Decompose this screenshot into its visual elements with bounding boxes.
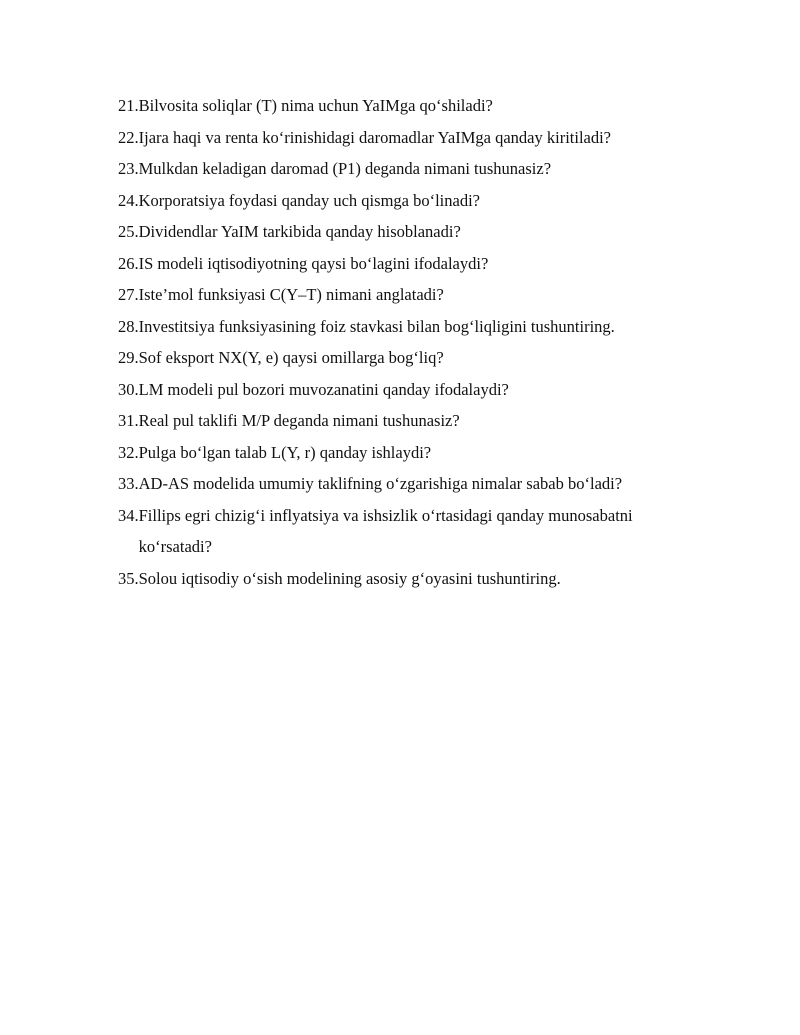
question-text: Ijara haqi va renta ko‘rinishidagi daromadlar YaIMga qanday kiritiladi? xyxy=(138,127,612,147)
question-item xyxy=(118,374,708,406)
question-text: Pulga bo‘lgan talab L(Y, r) qanday ishlaydi? xyxy=(138,442,432,462)
question-number: 29. xyxy=(118,348,139,367)
question-item xyxy=(118,405,708,437)
question-number: 31. xyxy=(118,411,139,430)
question-text: AD-AS modelida umumiy taklifning o‘zgarishiga nimalar sabab bo‘ladi? xyxy=(138,474,623,493)
question-item xyxy=(118,500,708,563)
question-text: Dividendlar YaIM tarkibida qanday hisoblanadi? xyxy=(138,222,461,241)
question-item xyxy=(118,185,708,217)
question-item xyxy=(118,122,708,154)
question-number: 23. xyxy=(118,159,139,178)
question-number: 34. xyxy=(118,505,139,525)
question-text: Mulkdan keladigan daromad (P1) deganda nimani tushunasiz? xyxy=(138,159,552,178)
question-text: LM modeli pul bozori muvozanatini qanday ifodalaydi? xyxy=(138,379,509,399)
question-text: IS modeli iqtisodiyotning qaysi bo‘lagini ifodalaydi? xyxy=(138,253,489,273)
question-text: Fillips egri chizig‘i inflyatsiya va ishsizlik o‘rtasidagi qanday munosabatni ko‘rsatadi? xyxy=(138,505,633,556)
question-item xyxy=(118,311,708,343)
question-item xyxy=(118,563,708,595)
question-number: 24. xyxy=(118,190,139,210)
question-text: Bilvosita soliqlar (T) nima uchun YaIMga qo‘shiladi? xyxy=(138,96,493,115)
question-text: Korporatsiya foydasi qanday uch qismga bo‘linadi? xyxy=(138,190,480,210)
question-item xyxy=(118,437,708,469)
question-number: 32. xyxy=(118,442,139,462)
question-text: Iste’mol funksiyasi C(Y–T) nimani anglatadi? xyxy=(138,285,444,304)
question-item xyxy=(118,216,708,248)
question-text: Solou iqtisodiy o‘sish modelining asosiy g‘oyasini tushuntiring. xyxy=(138,568,561,588)
question-number: 28. xyxy=(118,316,139,336)
question-item xyxy=(118,153,708,185)
question-text: Real pul taklifi M/P deganda nimani tushunasiz? xyxy=(138,411,460,430)
question-number: 30. xyxy=(118,379,139,399)
question-number: 33. xyxy=(118,474,139,493)
question-item xyxy=(118,468,708,500)
question-item xyxy=(118,90,708,122)
question-number: 26. xyxy=(118,253,139,273)
question-number: 22. xyxy=(118,127,139,147)
question-number: 35. xyxy=(118,568,139,588)
question-text: Investitsiya funksiyasining foiz stavkasi bilan bog‘liqligini tushuntiring. xyxy=(138,316,615,336)
question-text: Sof eksport NX(Y, e) qaysi omillarga bog‘liq? xyxy=(138,348,444,367)
question-number: 25. xyxy=(118,222,139,241)
question-item xyxy=(118,248,708,280)
question-item xyxy=(118,279,708,311)
question-list xyxy=(118,90,708,594)
question-item xyxy=(118,342,708,374)
question-number: 21. xyxy=(118,96,139,115)
question-number: 27. xyxy=(118,285,139,304)
